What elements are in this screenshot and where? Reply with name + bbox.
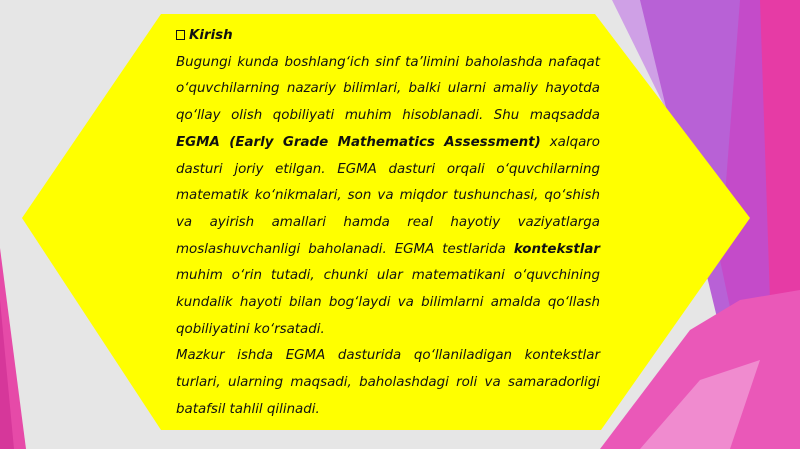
summary-paragraph: Mazkur ishda EGMA dasturida qo‘llaniladigan kontekstlar turlari, ularning maqsadi, baholashdagi roli va samaradorligi batafsil tahlil qilinadi.: [176, 348, 600, 417]
intro-text-part2: xalqaro dasturi joriy etilgan. EGMA dasturi orqali o‘quvchilarning matematik ko‘nikmalari, son va miqdor tushunchasi, qo‘shish va ayirish amallari hamda real hayotiy vaziyatlarga moslashuvchanligi baholanadi. EGMA testlarida: [176, 134, 600, 257]
heading-text: Kirish: [189, 28, 233, 43]
slide-heading: [176, 23, 600, 50]
intro-text-part1: Bugungi kunda boshlang‘ich sinf ta’limini baholashda nafaqat o‘quvchilarning nazariy bilimlari, balki ularni amaliy hayotda qo‘llay olish qobiliyati muhim hisoblanadi. Shu maqsadda: [176, 54, 600, 124]
intro-paragraph: [176, 50, 600, 344]
slide-content: [176, 23, 600, 424]
checkbox-icon: [176, 30, 185, 40]
egma-bold-term: EGMA (Early Grade Mathematics Assessment): [176, 134, 541, 150]
intro-text-part3: muhim o‘rin tutadi, chunki ular matematikani o‘quvchining kundalik hayoti bilan bog‘laydi va bilimlarni amalda qo‘llash qobiliyatini ko‘rsatadi.: [176, 268, 600, 337]
kontekstlar-bold-term: kontekstlar: [513, 241, 600, 257]
